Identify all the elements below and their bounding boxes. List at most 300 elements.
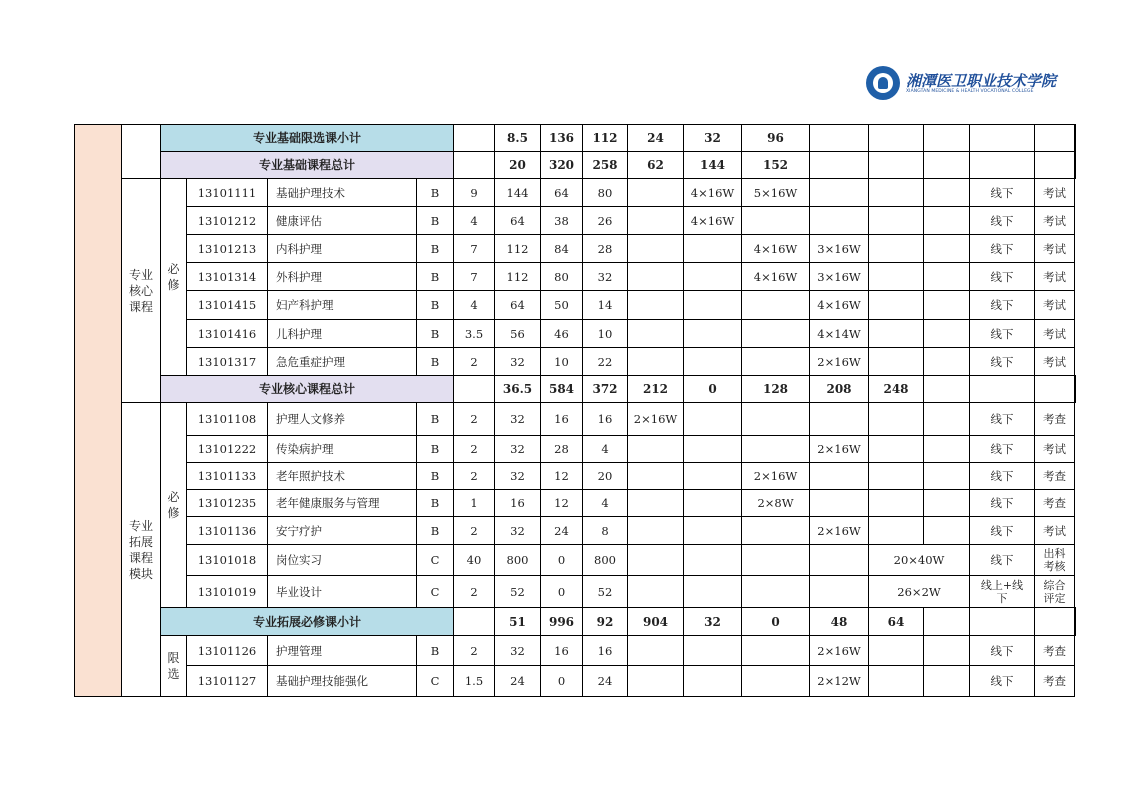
course-practice-hours-text: 4: [601, 442, 609, 456]
semester-s6: [924, 348, 970, 376]
summary-value-text: 92: [596, 614, 614, 629]
semester-s5: [869, 463, 924, 490]
summary-value: [742, 376, 810, 403]
semester-s5: [869, 490, 924, 517]
summary-value: [742, 152, 810, 179]
course-name: [268, 436, 417, 463]
semester-s3: [742, 545, 810, 576]
summary-empty: [454, 376, 495, 403]
course-practice-hours-text: 800: [594, 553, 616, 567]
semester-s1: [628, 235, 684, 263]
assessment-method: [1035, 463, 1075, 490]
category-extension: [122, 403, 161, 697]
summary-value-text: 144: [699, 158, 726, 172]
course-practice-hours: [583, 463, 628, 490]
semester-s6: [924, 666, 970, 697]
assessment-method-text: 考查: [1043, 496, 1066, 510]
semester-s3-text: 4×16W: [753, 241, 798, 256]
semester-s6: [924, 235, 970, 263]
semester-s4-text: 2×16W: [817, 442, 861, 456]
semester-s6: [924, 403, 970, 436]
teaching-mode: [970, 636, 1035, 666]
summary-empty: [1035, 125, 1075, 152]
summary-value: [495, 152, 541, 179]
course-name-text: 基础护理技能强化: [276, 674, 368, 688]
course-credit: [454, 291, 495, 320]
course-theory-hours: [541, 463, 583, 490]
teaching-mode: [970, 490, 1035, 517]
course-code-text: 13101018: [197, 553, 257, 567]
course-name-text: 健康评估: [276, 213, 322, 228]
teaching-mode: [970, 263, 1035, 291]
curriculum-table: [74, 124, 1076, 697]
college-seal-icon: [866, 66, 900, 100]
summary-title: [161, 125, 454, 152]
assessment-method: [1035, 263, 1075, 291]
category-core-text: 专业 核心 课程: [128, 267, 153, 314]
summary-value: [628, 376, 684, 403]
semester-s4: [810, 207, 869, 235]
category-core: [122, 179, 161, 403]
course-credit: [454, 235, 495, 263]
course-credit-text: 2: [470, 469, 478, 483]
course-theory-hours: [541, 179, 583, 207]
course-name: [268, 666, 417, 697]
course-practice-hours-text: 26: [597, 213, 613, 228]
assessment-method-text: 考试: [1043, 442, 1066, 456]
course-kind-text: C: [430, 584, 440, 599]
course-theory-hours-text: 16: [554, 643, 569, 658]
course-name-text: 毕业设计: [276, 584, 322, 599]
semester-s4-text: 2×12W: [817, 674, 861, 688]
summary-value-text: 208: [826, 382, 852, 396]
summary-value: [684, 376, 742, 403]
course-kind-text: B: [430, 241, 440, 256]
semester-s5-s6-text: 20×40W: [893, 553, 945, 567]
type-required: [161, 403, 187, 608]
semester-s5: [869, 348, 924, 376]
summary-value-text: 128: [762, 382, 789, 396]
course-hours: [495, 490, 541, 517]
course-credit-text: 2: [470, 584, 478, 599]
course-name: [268, 576, 417, 608]
course-theory-hours-text: 10: [554, 354, 569, 369]
course-kind: [417, 636, 454, 666]
semester-s1: [628, 320, 684, 348]
course-practice-hours-text: 14: [597, 298, 613, 312]
semester-s5: [869, 517, 924, 545]
teaching-mode: [970, 403, 1035, 436]
course-practice-hours: [583, 545, 628, 576]
course-name-text: 急危重症护理: [276, 354, 345, 369]
summary-empty: [970, 608, 1035, 636]
course-kind-text: B: [430, 326, 440, 341]
semester-s1: [628, 636, 684, 666]
course-name: [268, 545, 417, 576]
course-theory-hours-text: 0: [557, 674, 566, 688]
assessment-method-text: 考试: [1043, 213, 1066, 228]
assessment-method: [1035, 545, 1075, 576]
course-code-text: 13101127: [197, 674, 257, 688]
summary-empty: [810, 152, 869, 179]
teaching-mode: [970, 291, 1035, 320]
course-theory-hours: [541, 436, 583, 463]
course-credit: [454, 320, 495, 348]
type-elective-text: 限 选: [167, 651, 180, 681]
course-name: [268, 517, 417, 545]
course-kind: [417, 263, 454, 291]
summary-value-text: 48: [830, 614, 848, 629]
semester-s3: [742, 320, 810, 348]
summary-value-text: 136: [548, 131, 575, 145]
teaching-mode-text: 线下: [990, 469, 1014, 483]
assessment-method: [1035, 636, 1075, 666]
summary-value: [495, 125, 541, 152]
course-credit-text: 4: [470, 298, 478, 312]
summary-value: [628, 608, 684, 636]
course-theory-hours-text: 84: [554, 241, 569, 256]
summary-empty: [1075, 608, 1076, 636]
course-credit: [454, 517, 495, 545]
course-practice-hours-text: 80: [597, 185, 613, 200]
course-kind: [417, 517, 454, 545]
course-hours-text: 64: [510, 298, 525, 312]
course-kind-text: B: [430, 298, 440, 312]
teaching-mode-text: 线下: [990, 523, 1014, 538]
course-code-text: 13101108: [197, 412, 257, 426]
course-theory-hours: [541, 403, 583, 436]
course-code-text: 13101136: [197, 523, 257, 538]
teaching-mode-text: 线下: [990, 298, 1014, 312]
summary-title-text: 专业基础限选课小计: [252, 131, 361, 145]
semester-s6: [924, 207, 970, 235]
assessment-method-text: 综合 评定: [1043, 578, 1066, 605]
semester-s6: [924, 263, 970, 291]
semester-s4-text: 4×16W: [817, 298, 861, 312]
summary-value: [810, 608, 869, 636]
course-theory-hours: [541, 207, 583, 235]
course-practice-hours-text: 52: [597, 584, 613, 599]
course-row: [75, 463, 1076, 490]
semester-s5-s6-text: 26×2W: [897, 584, 941, 599]
course-hours: [495, 517, 541, 545]
course-row: [75, 436, 1076, 463]
course-theory-hours-text: 12: [554, 496, 569, 510]
course-hours-text: 800: [506, 553, 529, 567]
course-credit: [454, 207, 495, 235]
course-theory-hours: [541, 545, 583, 576]
semester-s2: [684, 320, 742, 348]
course-code-text: 13101317: [197, 354, 257, 369]
course-name: [268, 463, 417, 490]
semester-s4: [810, 348, 869, 376]
course-credit-text: 7: [470, 269, 478, 284]
summary-value-text: 372: [592, 382, 618, 396]
semester-s5: [869, 291, 924, 320]
semester-s1: [628, 263, 684, 291]
semester-s1: [628, 436, 684, 463]
course-credit-text: 2: [470, 523, 478, 538]
course-name: [268, 490, 417, 517]
semester-s4: [810, 263, 869, 291]
semester-s1: [628, 179, 684, 207]
summary-value: [684, 125, 742, 152]
teaching-mode: [970, 517, 1035, 545]
course-theory-hours: [541, 666, 583, 697]
course-code: [187, 666, 268, 697]
semester-s6: [924, 179, 970, 207]
course-theory-hours: [541, 348, 583, 376]
semester-s3: [742, 263, 810, 291]
course-theory-hours-text: 12: [554, 469, 569, 483]
semester-s1: [628, 490, 684, 517]
course-practice-hours: [583, 179, 628, 207]
course-name: [268, 207, 417, 235]
course-theory-hours: [541, 320, 583, 348]
teaching-mode: [970, 576, 1035, 608]
course-credit-text: 1: [470, 496, 478, 510]
course-hours-text: 32: [510, 643, 525, 658]
course-kind-text: B: [430, 213, 440, 228]
course-credit: [454, 179, 495, 207]
semester-s2: [684, 666, 742, 697]
semester-s1: [628, 403, 684, 436]
semester-s2: [684, 348, 742, 376]
category-extension-text: 专业 拓展 课程 模块: [128, 518, 153, 581]
course-kind-text: B: [430, 269, 440, 284]
course-kind: [417, 666, 454, 697]
type-elective: [161, 636, 187, 697]
course-theory-hours: [541, 576, 583, 608]
course-code-text: 13101019: [197, 584, 257, 599]
semester-s1: [628, 463, 684, 490]
summary-value-text: 904: [642, 614, 669, 629]
course-code: [187, 291, 268, 320]
semester-s4: [810, 291, 869, 320]
semester-s3: [742, 636, 810, 666]
course-kind-text: B: [430, 469, 440, 483]
assessment-method: [1035, 291, 1075, 320]
summary-value-text: 584: [548, 382, 575, 396]
course-code-text: 13101416: [197, 326, 257, 341]
course-credit-text: 9: [470, 185, 478, 200]
course-row: [75, 490, 1076, 517]
summary-value: [583, 152, 628, 179]
course-theory-hours-text: 50: [554, 298, 569, 312]
summary-value-text: 212: [642, 382, 669, 396]
summary-empty: [1075, 376, 1076, 403]
course-hours: [495, 348, 541, 376]
course-credit-text: 4: [470, 213, 478, 228]
semester-s1: [628, 517, 684, 545]
r3-row: [75, 376, 1076, 403]
course-kind: [417, 576, 454, 608]
summary-value: [742, 608, 810, 636]
summary-empty: [924, 152, 970, 179]
type-required-text: 必 修: [167, 490, 180, 520]
semester-s5: [869, 235, 924, 263]
course-hours-text: 56: [510, 326, 525, 341]
course-credit: [454, 636, 495, 666]
semester-s5: [869, 263, 924, 291]
summary-value-text: 20: [509, 158, 526, 172]
summary-title: [161, 608, 454, 636]
course-name: [268, 348, 417, 376]
summary-value-text: 62: [647, 158, 664, 172]
course-practice-hours-text: 28: [597, 241, 613, 256]
course-code: [187, 490, 268, 517]
course-kind-text: C: [430, 674, 440, 688]
semester-s6: [924, 320, 970, 348]
semester-s4-text: 2×16W: [817, 643, 861, 658]
course-kind: [417, 207, 454, 235]
type-required: [161, 179, 187, 376]
course-code-text: 13101212: [197, 213, 257, 228]
course-theory-hours-text: 46: [554, 326, 569, 341]
course-name: [268, 320, 417, 348]
summary-value: [810, 376, 869, 403]
course-kind-text: B: [430, 496, 440, 510]
semester-s2: [684, 576, 742, 608]
course-kind: [417, 235, 454, 263]
summary-empty: [1075, 125, 1076, 152]
teaching-mode: [970, 463, 1035, 490]
summary-value-text: 152: [762, 158, 789, 172]
assessment-method-text: 考试: [1043, 354, 1066, 369]
summary-title-text: 专业拓展必修课小计: [252, 614, 361, 629]
course-credit: [454, 666, 495, 697]
summary-value: [684, 608, 742, 636]
course-practice-hours: [583, 490, 628, 517]
summary-value: [869, 608, 924, 636]
semester-s4: [810, 403, 869, 436]
semester-s6: [924, 463, 970, 490]
course-name-text: 儿科护理: [276, 326, 322, 341]
course-theory-hours: [541, 490, 583, 517]
summary-value: [541, 608, 583, 636]
course-theory-hours-text: 0: [557, 553, 566, 567]
course-kind-text: B: [430, 643, 440, 658]
summary-value: [742, 125, 810, 152]
semester-s4: [810, 636, 869, 666]
course-name: [268, 179, 417, 207]
teaching-mode-text: 线下: [990, 185, 1014, 200]
course-kind: [417, 291, 454, 320]
course-theory-hours-text: 64: [554, 185, 569, 200]
course-code-text: 13101133: [197, 469, 257, 483]
course-kind-text: C: [430, 553, 440, 567]
semester-s2: [684, 235, 742, 263]
summary-value: [495, 376, 541, 403]
summary-empty: [924, 608, 970, 636]
semester-s3-text: 5×16W: [753, 185, 798, 200]
course-credit-text: 7: [470, 241, 478, 256]
course-code: [187, 263, 268, 291]
assessment-method: [1035, 490, 1075, 517]
semester-s4: [810, 436, 869, 463]
course-hours-text: 32: [510, 469, 525, 483]
course-name-text: 护理管理: [276, 643, 322, 658]
semester-s1: [628, 545, 684, 576]
course-row: [75, 348, 1076, 376]
semester-s1-text: 2×16W: [633, 412, 678, 426]
course-row: [75, 545, 1076, 576]
course-kind: [417, 490, 454, 517]
course-practice-hours: [583, 348, 628, 376]
course-name-text: 护理人文修养: [276, 412, 345, 426]
course-name: [268, 263, 417, 291]
summary-empty: [869, 152, 924, 179]
summary-empty: [970, 152, 1035, 179]
course-row: [75, 517, 1076, 545]
course-code: [187, 403, 268, 436]
course-hours-text: 64: [510, 213, 525, 228]
assessment-method-text: 考查: [1043, 643, 1066, 658]
r4-row: [75, 608, 1076, 636]
summary-empty: [810, 125, 869, 152]
course-kind: [417, 320, 454, 348]
course-name: [268, 235, 417, 263]
semester-s4-text: 4×14W: [817, 326, 861, 341]
summary-value-text: 996: [548, 614, 575, 629]
teaching-mode-text: 线下: [990, 354, 1014, 369]
course-practice-hours: [583, 320, 628, 348]
course-theory-hours: [541, 517, 583, 545]
course-code: [187, 320, 268, 348]
semester-s6: [924, 490, 970, 517]
semester-s6: [924, 291, 970, 320]
assessment-method-text: 考试: [1043, 298, 1066, 312]
course-theory-hours-text: 16: [554, 412, 569, 426]
semester-s4: [810, 235, 869, 263]
course-kind-text: B: [430, 523, 440, 538]
semester-s6: [924, 517, 970, 545]
course-hours-text: 32: [510, 442, 525, 456]
course-name: [268, 403, 417, 436]
semester-s4-text: 3×16W: [817, 269, 861, 284]
course-credit: [454, 403, 495, 436]
assessment-method: [1035, 517, 1075, 545]
course-code: [187, 517, 268, 545]
semester-s3-text: 2×16W: [753, 469, 798, 483]
course-hours-text: 52: [510, 584, 525, 599]
course-practice-hours: [583, 403, 628, 436]
course-code: [187, 463, 268, 490]
course-name-text: 妇产科护理: [276, 298, 334, 312]
semester-s2: [684, 291, 742, 320]
semester-s1: [628, 291, 684, 320]
course-practice-hours-text: 10: [597, 326, 613, 341]
semester-s4: [810, 666, 869, 697]
course-code-text: 13101222: [197, 442, 257, 456]
semester-s3-text: 2×8W: [757, 496, 794, 510]
course-row: [75, 179, 1076, 207]
left-strip: [75, 125, 122, 697]
teaching-mode-text: 线下: [990, 496, 1014, 510]
course-kind: [417, 179, 454, 207]
course-kind: [417, 403, 454, 436]
course-hours: [495, 291, 541, 320]
teaching-mode-text: 线下: [990, 553, 1014, 567]
semester-s3: [742, 517, 810, 545]
summary-title: [161, 376, 454, 403]
semester-s4: [810, 490, 869, 517]
course-theory-hours: [541, 235, 583, 263]
course-practice-hours-text: 24: [597, 674, 613, 688]
semester-s2-text: 4×16W: [690, 213, 735, 228]
semester-s3: [742, 666, 810, 697]
summary-value: [628, 125, 684, 152]
